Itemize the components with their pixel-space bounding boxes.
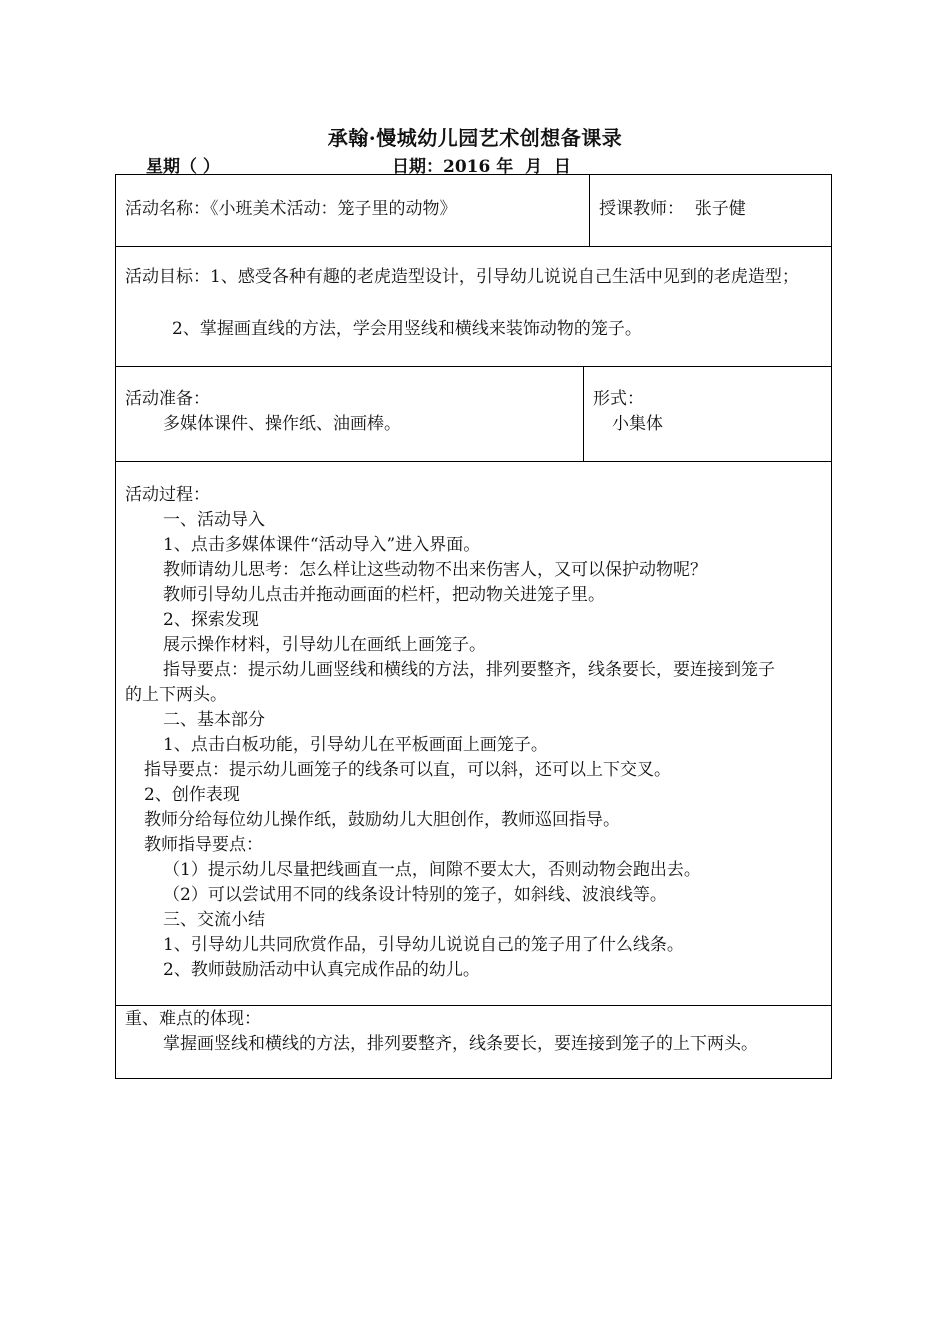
process-line: 的上下两头。 — [125, 685, 227, 705]
goal-line-2: 2、掌握画直线的方法，学会用竖线和横线来装饰动物的笼子。 — [172, 319, 642, 339]
process-line: （2）可以尝试用不同的线条设计特别的笼子，如斜线、波浪线等。 — [163, 885, 667, 905]
process-line: 指导要点：提示幼儿画竖线和横线的方法，排列要整齐，线条要长，要连接到笼子 — [163, 660, 775, 680]
process-line: 2、探索发现 — [163, 610, 259, 630]
process-line: 教师引导幼儿点击并拖动画面的栏杆，把动物关进笼子里。 — [163, 585, 605, 605]
process-line: （1）提示幼儿尽量把线画直一点，间隙不要太大，否则动物会跑出去。 — [163, 860, 701, 880]
process-line: 一、活动导入 — [163, 510, 265, 530]
goal-line-1: 活动目标：1、感受各种有趣的老虎造型设计，引导幼儿说说自己生活中见到的老虎造型； — [125, 267, 799, 287]
process-line: 2、创作表现 — [144, 785, 240, 805]
process-line: 2、教师鼓励活动中认真完成作品的幼儿。 — [163, 960, 480, 980]
week-field: 星期（ ） — [146, 157, 220, 177]
column-divider — [583, 366, 584, 461]
form-value: 小集体 — [612, 414, 663, 434]
page-title: 承翰·慢城幼儿园艺术创想备课录 — [327, 126, 623, 150]
process-label: 活动过程： — [125, 485, 210, 505]
date-field: 日期：2016 年 月 日 — [392, 157, 571, 177]
process-line: 1、引导幼儿共同欣赏作品，引导幼儿说说自己的笼子用了什么线条。 — [163, 935, 684, 955]
keypoints-content: 掌握画竖线和横线的方法，排列要整齐，线条要长，要连接到笼子的上下两头。 — [163, 1034, 758, 1054]
keypoints-label: 重、难点的体现： — [125, 1009, 261, 1029]
column-divider — [589, 175, 590, 246]
process-line: 教师请幼儿思考：怎么样让这些动物不出来伤害人，又可以保护动物呢？ — [163, 560, 707, 580]
process-line: 二、基本部分 — [163, 710, 265, 730]
row-divider — [116, 1005, 831, 1006]
row-divider — [116, 246, 831, 247]
row-divider — [116, 461, 831, 462]
row-divider — [116, 366, 831, 367]
lesson-plan-table — [115, 174, 832, 1079]
preparation-label: 活动准备： — [125, 389, 210, 409]
process-line: 展示操作材料，引导幼儿在画纸上画笼子。 — [163, 635, 486, 655]
preparation-content: 多媒体课件、操作纸、油画棒。 — [163, 414, 401, 434]
process-line: 三、交流小结 — [163, 910, 265, 930]
process-line: 教师分给每位幼儿操作纸，鼓励幼儿大胆创作，教师巡回指导。 — [144, 810, 620, 830]
process-line: 教师指导要点： — [144, 835, 263, 855]
teacher-name: 授课教师： 张子健 — [599, 199, 746, 219]
form-label: 形式： — [593, 389, 644, 409]
process-line: 1、点击多媒体课件“活动导入”进入界面。 — [163, 535, 481, 555]
process-line: 1、点击白板功能，引导幼儿在平板画面上画笼子。 — [163, 735, 548, 755]
activity-name: 活动名称：《小班美术活动：笼子里的动物》 — [125, 199, 457, 219]
process-line: 指导要点：提示幼儿画笼子的线条可以直，可以斜，还可以上下交叉。 — [144, 760, 671, 780]
